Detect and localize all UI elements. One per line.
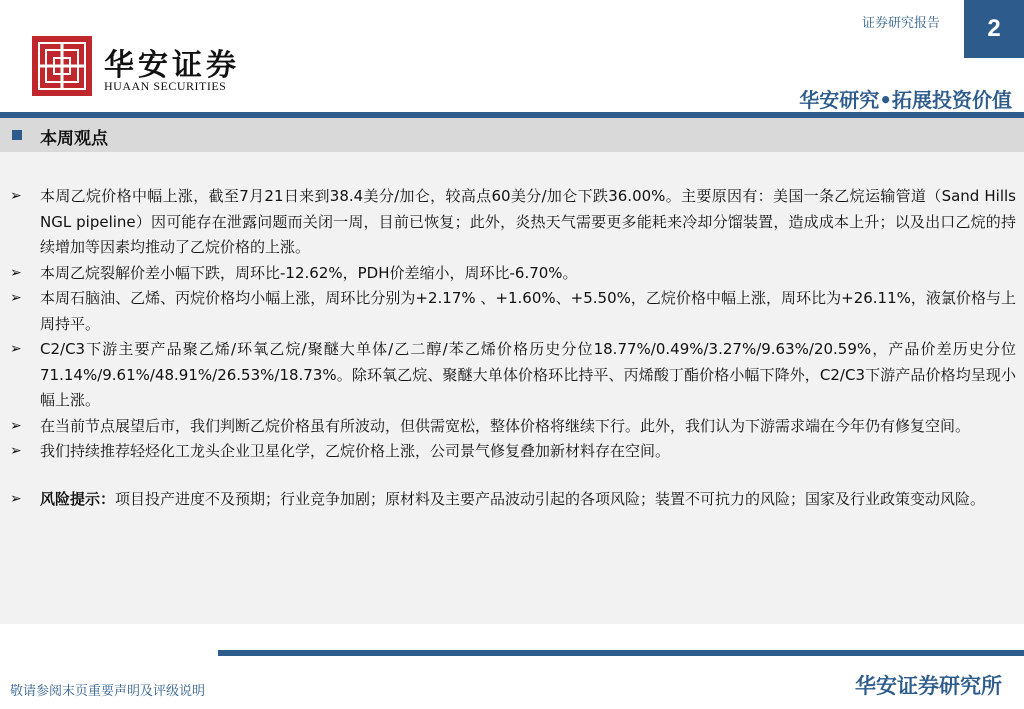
arrow-bullet-icon: ➢ <box>10 443 22 459</box>
logo-english-name: HUAAN SECURITIES <box>104 79 227 93</box>
arrow-bullet-icon: ➢ <box>10 264 22 281</box>
bullet-text: C2/C3下游主要产品聚乙烯/环氧乙烷/聚醚大单体/乙二醇/苯乙烯价格历史分位18.77%/0.49%/3.27%/9.63%/20.59%，产品价差历史分位71.14%/9.61%/48.91%/26.53%/18.73%。除环氧乙烷、聚醚大单体价格环比持平、丙烯酸丁酯价格小幅下降外，C2/C3下游产品价格均呈现小幅上涨。 <box>40 340 1016 409</box>
header-slogan: 华安研究•拓展投资价值 <box>799 88 1012 112</box>
list-item <box>10 184 1016 261</box>
arrow-bullet-icon: ➢ <box>10 290 22 306</box>
key-points-list <box>10 184 1016 512</box>
section-title: 本周观点 <box>40 129 108 149</box>
company-logo <box>32 36 92 96</box>
list-item <box>10 337 1016 414</box>
list-item <box>10 261 1016 287</box>
bullet-text: 本周乙烷裂解价差小幅下跌，周环比-12.62%，PDH价差缩小，周环比-6.70%。 <box>40 263 578 282</box>
footer-divider <box>218 650 1024 656</box>
section-header <box>0 118 1024 152</box>
list-item <box>10 414 1016 440</box>
risk-label: 风险提示： <box>40 489 116 508</box>
logo-emblem-icon <box>38 42 86 90</box>
page-number: 2 <box>964 0 1024 58</box>
institute-name: 华安证券研究所 <box>855 674 1002 698</box>
list-item <box>10 286 1016 337</box>
bullet-text: 本周乙烷价格中幅上涨，截至7月21日来到38.4美分/加仑，较高点60美分/加仑下跌36.00%。主要原因有：美国一条乙烷运输管道（Sand Hills NGL pipeline）因可能存在泄露问题而关闭一周，目前已恢复；此外，炎热天气需要更多能耗来冷却分馏装置，造成成本上升；以及出口乙烷的持续增加等因素均推动了乙烷价格的上涨。 <box>40 187 1016 256</box>
disclaimer-link[interactable]: 敬请参阅末页重要声明及评级说明 <box>10 684 206 699</box>
arrow-bullet-icon: ➢ <box>10 490 22 507</box>
risk-warning <box>10 487 1016 513</box>
report-type-label: 证券研究报告 <box>861 16 940 31</box>
square-bullet-icon <box>12 130 22 140</box>
logo-chinese-name: 华安证券 <box>104 48 240 83</box>
bullet-text: 本周石脑油、乙烯、丙烷价格均小幅上涨，周环比分别为+2.17% 、+1.60%、+5.50%，乙烷价格中幅上涨，周环比为+26.11%，液氯价格与上周持平。 <box>40 289 1016 333</box>
bullet-text: 我们持续推荐轻烃化工龙头企业卫星化学，乙烷价格上涨，公司景气修复叠加新材料存在空间。 <box>40 442 671 460</box>
list-item <box>10 439 1016 465</box>
arrow-bullet-icon: ➢ <box>10 188 22 204</box>
risk-text: 项目投产进度不及预期；行业竞争加剧；原材料及主要产品波动引起的各项风险；装置不可抗力的风险；国家及行业政策变动风险。 <box>115 489 986 508</box>
arrow-bullet-icon: ➢ <box>10 341 22 357</box>
bullet-text: 在当前节点展望后市，我们判断乙烷价格虽有所波动，但供需宽松，整体价格将继续下行。此外，我们认为下游需求端在今年仍有修复空间。 <box>40 416 971 435</box>
arrow-bullet-icon: ➢ <box>10 417 22 434</box>
